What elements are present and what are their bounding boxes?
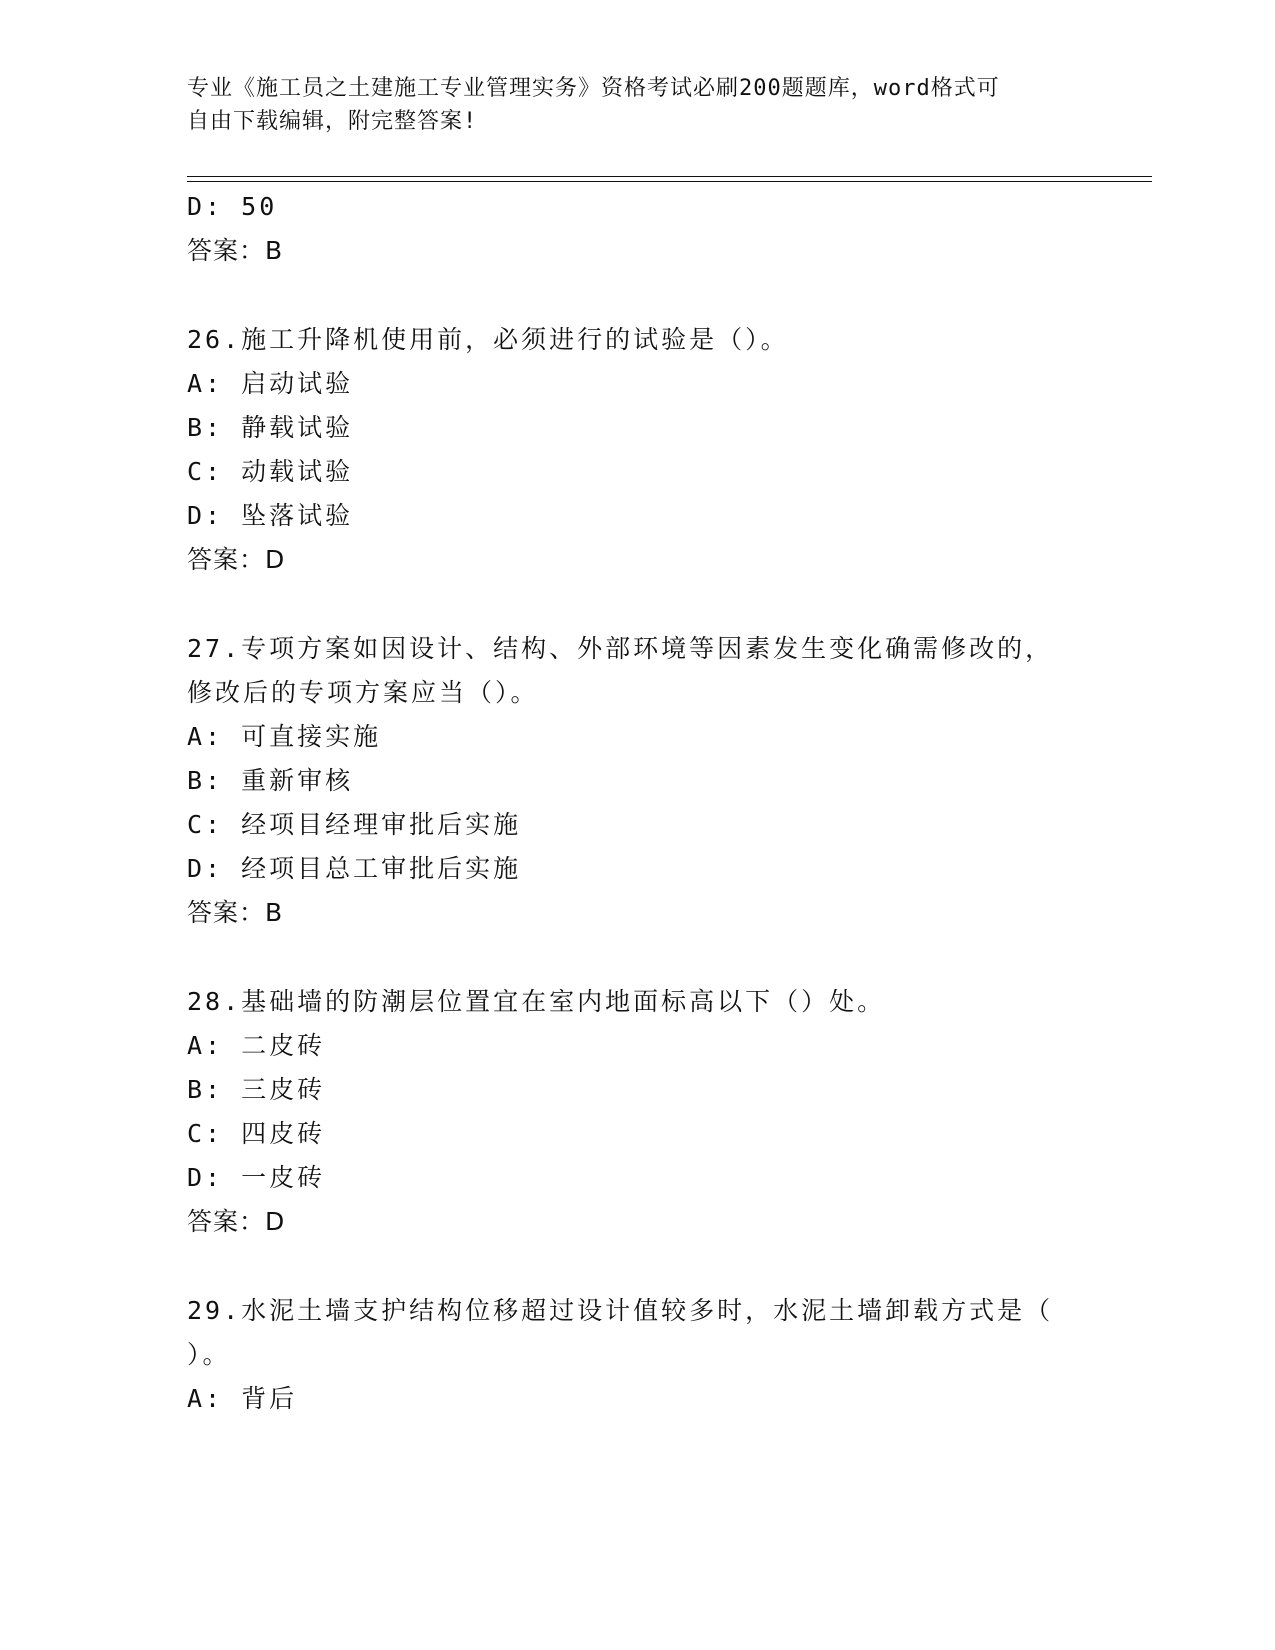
q26-answer: 答案：D xyxy=(187,545,286,574)
q27-answer: 答案：B xyxy=(187,898,284,927)
header-line-2: 自由下载编辑，附完整答案! xyxy=(187,109,478,134)
document-header xyxy=(187,72,1067,138)
q28-stem: 28.基础墙的防潮层位置宜在室内地面标高以下（）处。 xyxy=(187,987,886,1016)
q26-option-a: A: 启动试验 xyxy=(187,369,354,398)
q29-stem-line-2: ）。 xyxy=(187,1340,231,1369)
q28-option-c: C: 四皮砖 xyxy=(187,1119,326,1148)
q27-option-d: D: 经项目总工审批后实施 xyxy=(187,854,522,883)
q26-option-d: D: 坠落试验 xyxy=(187,501,354,530)
q26-stem: 26.施工升降机使用前，必须进行的试验是（）。 xyxy=(187,325,789,354)
q26-option-c: C: 动载试验 xyxy=(187,457,354,486)
q28-option-a: A: 二皮砖 xyxy=(187,1031,326,1060)
q27-option-a: A: 可直接实施 xyxy=(187,722,382,751)
prev-answer: 答案：B xyxy=(187,236,284,265)
q27-stem-line-1: 27.专项方案如因设计、结构、外部环境等因素发生变化确需修改的， xyxy=(187,634,1054,663)
q26-option-b: B: 静载试验 xyxy=(187,413,354,442)
prev-option-d: D: 50 xyxy=(187,192,278,221)
q29-stem-line-1: 29.水泥土墙支护结构位移超过设计值较多时，水泥土墙卸载方式是（ xyxy=(187,1296,1054,1325)
q28-answer: 答案：D xyxy=(187,1207,286,1236)
header-rule-top xyxy=(187,176,1152,177)
q28-option-d: D: 一皮砖 xyxy=(187,1163,326,1192)
q27-stem-line-2: 修改后的专项方案应当（）。 xyxy=(187,678,539,707)
header-line-1: 专业《施工员之土建施工专业管理实务》资格考试必刷200题题库，word格式可 xyxy=(187,76,1000,101)
q27-option-c: C: 经项目经理审批后实施 xyxy=(187,810,522,839)
q28-option-b: B: 三皮砖 xyxy=(187,1075,326,1104)
q27-option-b: B: 重新审核 xyxy=(187,766,354,795)
header-rule-bottom xyxy=(187,181,1152,182)
q29-option-a: A: 背后 xyxy=(187,1384,298,1413)
